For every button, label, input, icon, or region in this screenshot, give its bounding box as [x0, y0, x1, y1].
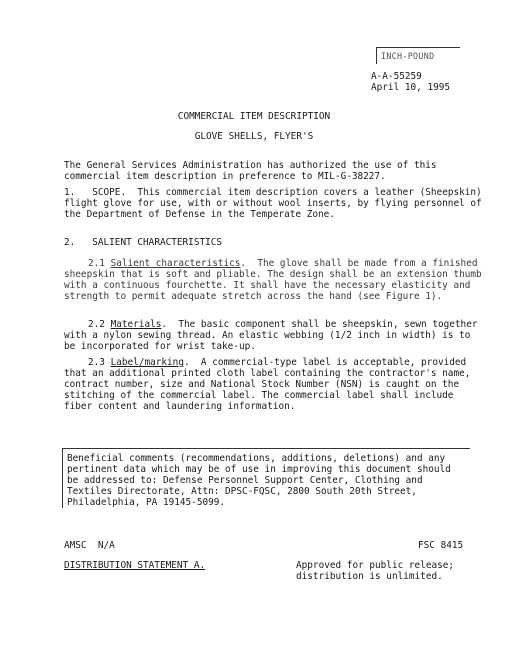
inch-pound-stamp: INCH-POUND: [376, 47, 460, 64]
intro-paragraph: The General Services Administration has authorized the use of this commercial item description in preference to MIL-G-38227.: [64, 160, 437, 182]
approval-line-1: Approved for public release;: [296, 560, 455, 571]
para-2-2-text: The basic component shall be sheepskin, sewn together with a nylon sewing thread. An elastic webbing (1/2 inch in width) is to be incorporated for wrist take-up.: [64, 319, 478, 352]
para-2-3-text: A commercial-type label is acceptable, provided that an additional printed cloth label containing the contractor's name, contract number, size and National Stock Number (NSN) is caught on the stitching of the commercial label. The commercial label shall include fiber content and laundering information.: [64, 357, 471, 412]
salient-number: 2.: [64, 237, 76, 248]
para-2-1-heading: Salient characteristics: [110, 258, 241, 269]
paragraph-2-2: 2.2 Materials. The basic component shall be sheepskin, sewn together with a nylon sewing thread. An elastic webbing (1/2 inch in width) is to be incorporated for wrist take-up.: [64, 319, 478, 352]
approval-line-2: distribution is unlimited.: [296, 571, 443, 582]
fsc-code: FSC 8415: [418, 540, 464, 551]
para-2-1-text: The glove shall be made from a finished sheepskin that is soft and pliable. The design shall be an extension thumb with a continuous fourchette. It shall have the necessary elasticity and strength to permit adequate stretch across the hand (see Figure 1).: [64, 258, 482, 302]
para-2-2-heading: Materials: [110, 319, 162, 330]
scope-paragraph: [64, 187, 482, 220]
document-date: April 10, 1995: [371, 82, 451, 93]
item-title: GLOVE SHELLS, FLYER'S: [194, 131, 314, 142]
comments-box: Beneficial comments (recommendations, additions, deletions) and any pertinent data which may be of use in improving this document should be addressed to: Defense Personnel Support Center, Clothing and Textiles Directorate, Attn: DPSC-FQSC, 2800 South 20th Street, Philadelphia, PA 19145-5099.: [62, 448, 470, 508]
para-2-3-number: 2.3: [88, 357, 105, 368]
salient-heading-text: SALIENT CHARACTERISTICS: [92, 237, 223, 248]
para-2-3-heading: Label/marking: [110, 357, 184, 368]
paragraph-2-3: 2.3 Label/marking. A commercial-type label is acceptable, provided that an additional printed cloth label containing the contractor's name, contract number, size and National Stock Number (NSN) is caught on the stitching of the commercial label. The commercial label shall include fiber content and laundering information.: [64, 357, 471, 412]
scope-text: This commercial item description covers a leather (Sheepskin) flight glove for use, with or without wool inserts, by flying personnel of the Department of Defense in the Temperate Zone.: [64, 187, 482, 220]
salient-heading: [64, 237, 482, 248]
para-2-1-number: 2.1: [88, 258, 105, 269]
distribution-statement: DISTRIBUTION STATEMENT A.: [64, 560, 206, 571]
document-number: A-A-55259: [371, 71, 422, 82]
paragraph-2-1: 2.1 Salient characteristics. The glove shall be made from a finished sheepskin that is soft and pliable. The design shall be an extension thumb with a continuous fourchette. It shall have the necessary elasticity and strength to permit adequate stretch across the hand (see Figure 1).: [64, 258, 482, 302]
para-2-2-number: 2.2: [88, 319, 105, 330]
amsc-code: AMSC N/A: [64, 540, 115, 551]
scope-number: 1.: [64, 187, 76, 198]
document-type-title: COMMERCIAL ITEM DESCRIPTION: [177, 111, 331, 122]
scope-heading: SCOPE.: [92, 187, 127, 198]
